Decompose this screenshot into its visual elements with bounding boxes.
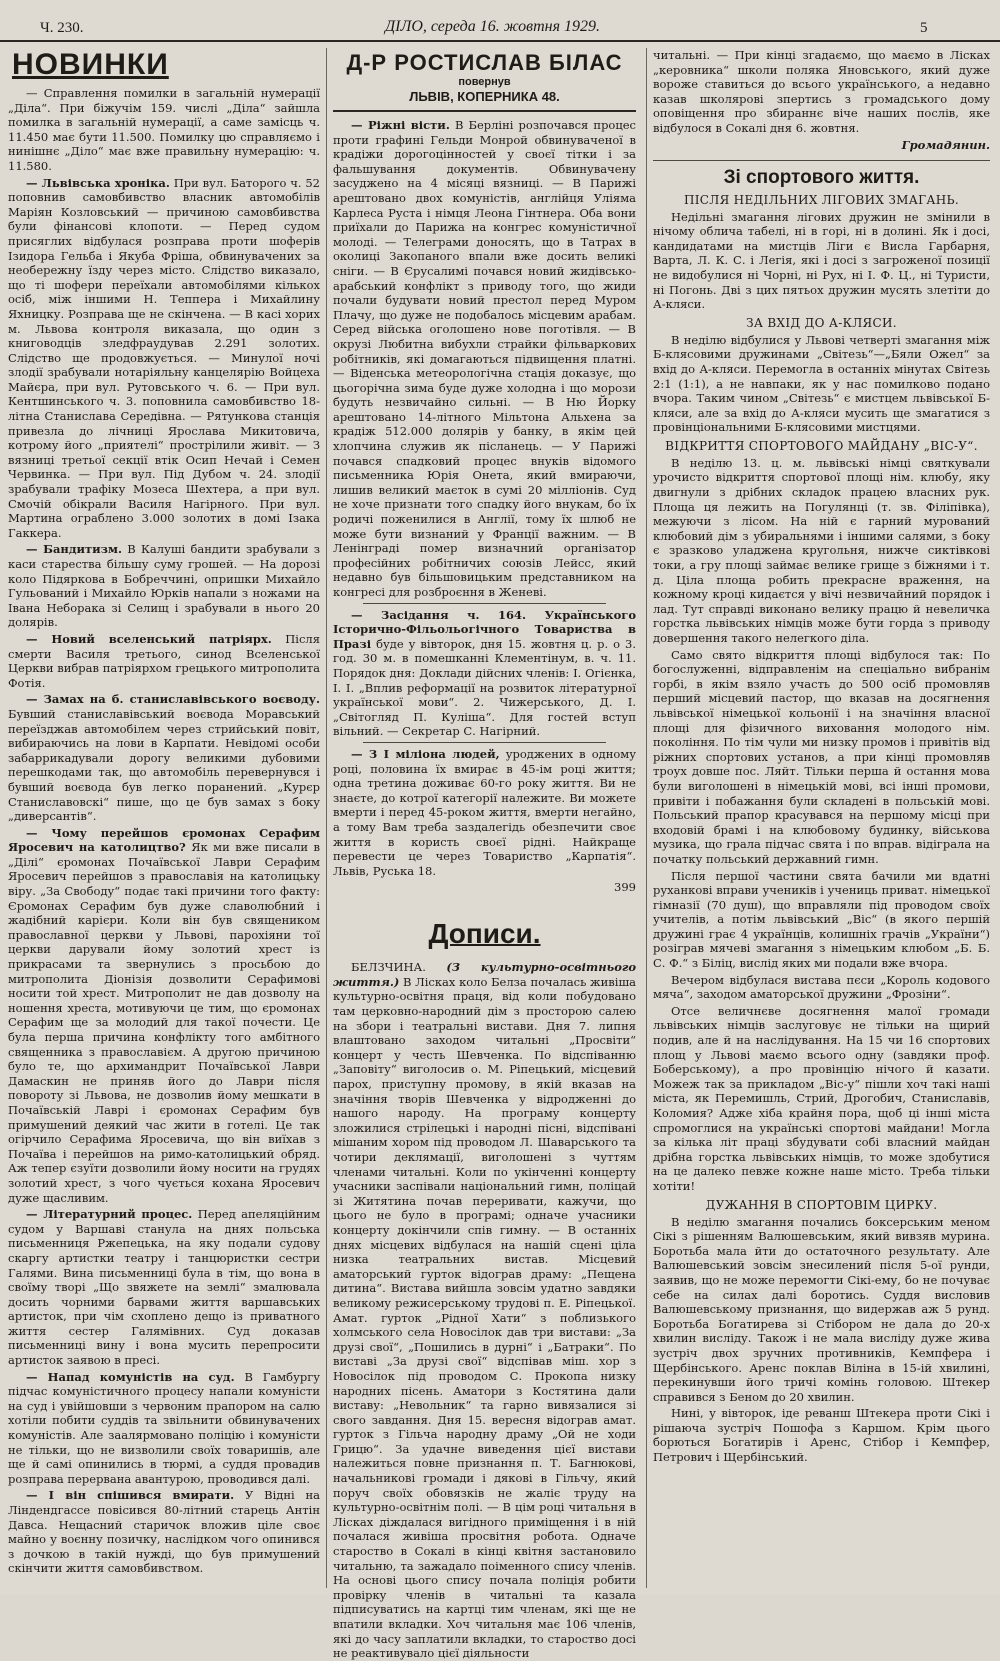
- report-text: БЕЛЗЧИНА. (З культурно-освітнього життя.) В Лісках коло Белза почалась живіша культурно-освітня праця, від коли побудовано там церковно-народний дім з просторою салею на збори і театральні вистави. Дня 7. липня влаштовано заходом читальні „Просвіти“ концерт у честь Шевченка. По відспіванню „Заповіту“ виголосив о. М. Ріпецький, місцевий парох, приступну промову, в якій вказав на значіння творів Шевченка у відродженні до нашого народу. На програму концерту зложилися стрілецькі і народні пісні, відспівані мішаним хором під проводом Л. Шаварського та чотири деклямації, виголошені з чуттям членами читальні. Коли по укінченні концерту учасники заспівали національний гимн, поліцай зі Житятина почав переривати, кажучи, що цього не було в програмі; одначе учасники концерту докінчили спів гимну. — В останніх днях місцевих відбулася на нашій сцені ціла низка театральних вистав. Місцевий аматорський гурток відограв драму: „Пещена дитина“. Вистава вийшла зовсім удатно завдяки великому режисерському трудові п. Е. Ріпецької. Амат. гурток „Рідної Хати“ з поблизького холмського села Новосілок дав три вистави: „За друзі свої“, „Пошились в дурні“ і „Батраки“. По виставі „За друзі свої“ відспівав міш. хор з Новосілок під проводом С. Прокопа низку народних пісень. Аматори з Костятина дали виставу: „Невольник“ та гарно вивязалися зі свого завдання. Дня 15. вересня відограв амат. гурток з Гільча народну драму „Ой не ходи Грицю“. За удачне виведення цієї вистави належиться повне признання п. Т. Багнюкові, начальникові громади і дякові в Гільчу, який поруч своїх обовязків не жаліє труду на культурно-освітнім полі. — В цім році читальня в Лісках діждалася вигідного приміщення і в ній почалася живіша просвітня робота. Одначе староство в Сокалі в кінці квітня застановило читальню, та зажадало поіменного спису членів. На основі цього спису почала поліція робити провірку членів в читальні та казала підписуватись на картці тим членам, які ще не впатили вкладки. Хоч читальня має 106 членів, які до часу заплатили вкладки, то староство досі не реактивувало цієї діяльности: [333, 960, 637, 1661]
- news-item: — Ріжні вісти. В Берліні розпочався процес проти графині Гельди Монрой обвинуваченої в крадіжи дорогоцінностей у своєї тітки і за фальшування документів. Обвинувачену засуджено на 4 місяці вязниці. — В Парижі арештовано двох комуністів, англійця Уліяма Карлеса Руста і німця Леона Гінтнера. Оба вони приїхали до Парижа на конгрес комуністичної молоді. — Телеграми доносять, що в Татрах в околиці Закопаного впали вже досить великі сніги. — В Єрусалимі почався новий жидівсько-арабський конфлікт з приводу того, що жиди почали будувати новий престол перед Муром Плачу, що дуже не подобалось місцевим арабам. Серед війська оголошено нове поготівля. — В окрузі Любитна вибухли страйки фільваркових робітників, які домагаються підвищення платні. — Віденська метеорологічна стація доказує, що цьогорічна зима буде дуже холодна і що морози будуть незвичайно сильні. — В Ню Йорку арештовано 14-літного Мільтона Альхена за крадіж 512.000 долярів у банку, в якім цей хлопчина служив як післанець. — У Парижі почався спадковий процес внуків відомого письменника Юрія Онета, який вмираючи, лишив великий маєток в сумі 20 мілліонів. Суд не хоче признати того спадку його внукам, бо їх родичі поженилися в Англії, тому їх шлюб не може бути визнаний у Франції важним. — В Ленінграді помер визначний організатор професійних робітничих союзів Лейсс, який недавно був більшовицьким представником на конгресі для розброєння в Женеві.: [333, 118, 636, 599]
- news-item: — Бандитизм. В Калуші бандити зрабували з каси старества більшу суму грошей. — На дорозі коло Підяркова в Бобреччині, опришки Михайло Гульований і Михайло Юрків напали з ножами на Івана Неборака зі Селищ і зрабували в нього 20 долярів.: [8, 542, 320, 630]
- column-news: [8, 48, 320, 1588]
- divider: [363, 742, 606, 743]
- article-text: Недільні змагання лігових дружин не змінили в нічому облича табелі, ні в горі, ні в долині. Як і досі, кандидатами на мистців Ліги є Висла Гарбарня, Варта, Л. К. С. і Легія, які і досі з загроженої позиції не видобулися ні Чорні, ні Рух, ні І. Ф. Ц., ні Туристи, ні Погонь. Дві з цих пятьох дружин мусять злетіти до А-кляси.: [653, 209, 990, 312]
- ad-address: ЛЬВІВ, КОПЕРНИКА 48.: [409, 89, 560, 104]
- news-item: — З І міліона людей, уроджених в одному році, половина їх вмирає в 45-ім році життя; однa третина доживає 60-го року життя. Ви не знаєте, до котрої категорії належите. Ви можете вмерти і перед 45-роком життя, вмерти негайно, а тому Вам треба заздалегідь обезпечити своє життя в користь своєї рідні. Найкраще перевести це через Товариство „Карпатія“. Львів, Руська 18.: [333, 746, 636, 878]
- subheading: ПІСЛЯ НЕДІЛЬНИХ ЛІГОВИХ ЗМАГАНЬ.: [683, 192, 960, 207]
- article-text: Отсе величнєве досягнення малої громади львівських німців заслуговує не тільки на щирий подив, але й на наслідування. На 15 чи 16 спортових площ у Львові маємо всього одну (завдяки проф. Боберському), а про провінцію нічого й казати. Можеж так за прикладом „Віс-у“ пішли хоч такі наші міста, як Перемишль, Стрий, Дрогобич, Станиславів, Коломия? Адже хіба крайня пора, щоб ці інші міста спромоглися на українські спортові майдани! Могла за кілька літ праці збудувати собі власний майдан дрібна горстка львівських німців, то може здобутися на це далеко певже кожне наше місто. Треба тільки хотіти!: [653, 1003, 990, 1193]
- ad-code: 399: [614, 880, 636, 895]
- report-signature: Громадянин.: [901, 137, 990, 152]
- article-text: Вечером відбулася вистава пєси „Король кодового мяча“, заходом аматорської дружини „Фрозіни“.: [653, 972, 990, 1002]
- page-number: 5: [920, 20, 928, 36]
- news-item: — Засідання ч. 164. Українського Історично-Фільольогічного Товариства в Празі буде у вівторок, дня 15. жовтня ц. р. о 3. год. 30 м. в помешканні Клементінум, в. ч. 11. Порядок дня: Доклади дійсних членів: І. Огієнка, І. І. „Вплив реформації на розвиток літературної української мови“. 2. Чижерського, Д. І. „Світогляд П. Куліша“. Для гостей вступ вільний. — Секретар С. Нагірний.: [333, 607, 637, 739]
- news-item: — Літературний процес. Перед апеляційним судом у Варшаві станула на днях польська письменниця Ржепецька, на яку подали судову скаргу артистки театру і танцюристки сестри Галями. Вина письменниці була в тім, що вона в своїму творі „Що звяжете на землі“ змалювала досить чорними барвами життя варшавських артисток, при чім схоплено дещо із приватного життя сестер Галямівних. Суд доказав письменниці вину і вона мусить перепросити артисток заявою в пресі.: [8, 1207, 321, 1368]
- news-item: — Напад комуністів на суд. В Гамбургу підчас комуністичного процесу напали комуністи на суд і увійшовши з червоним прапором на салю хотіли побити суддів та звільнити обвинувачених комуністів. Але заалярмовано поліцію і комуністи не тільки, що не визволили своїх товаришів, але ще й самі опинились в тюрмі, а суддя провадив розправа перервана авантурою, проводився далі.: [8, 1369, 321, 1486]
- article-text: В неділю відбулися у Львові четверті змагання між Б-клясовими дружинами „Світезь“—„Бяли Ожел“ за вхід до А-кляси. Перемогла в останніх мінутах Світезь 2:1 (1:1), а не навпаки, як у нас помилково подано вчора. Таким чином „Світезь“ є мистцем львівської Б-кляси, але за вхід до А-кляси мусить ще змагатися з провінціональними Б-клясовими мистцями.: [653, 332, 990, 435]
- news-item: — Новий вселенський патріярх. Після смерти Василя третього, синод Вселенської Церкви вибрав патріярхом грецького митрополита Фотія.: [8, 631, 320, 690]
- ad-doctor-name: Д-Р РОСТИСЛАВ БІЛАС: [346, 50, 623, 75]
- section-heading-news: НОВИНКИ: [12, 48, 169, 81]
- news-item: — Львівська хроніка. При вул. Баторого ч. 52 поповнив самовбивство власник автомобілів Маріян Козловський — причиною самовбивства були фінансові клопоти. — Перед судом присяглих відбулася розправа проти шоферів Ізидора Гельба і Якуба Фріша, обвинувачених за необережну їзду через місто. Слідство виказало, що ті шофери переїхали автомобілями кількох осіб, між іншими Н. Теппера і Михайлину Яхницку. Розправа ще не скінчена. — В касі хорих м. Львова контроля виказала, що один з книговодців зледфраудував 2.291 золотих. Слідство ще продовжується. — Минулої ночі злодії зрабували нотаріяльну канцелярію Войцеха Майєра, при вул. Рутовського ч. 6. — При вул. Кентшинського ч. 3. поповнила самовбивство 18-літна Станислава Середівна. — Рятункова станція привезла до лічниці Ярослава Микитовича, котрому його „приятелі“ прострілили живіт. — З вязниці третьої секції втік Осип Нечай і Семен Червинка. — При вул. Під Дубом ч. 24. злодії зрабували трафіку Мозеса Шехтера, а при вул. Смочій обікрали Василя Нагірного. При вул. Мартина ограблено 3.000 золотих в домі Ізака Гаккера.: [8, 175, 320, 540]
- news-item: — І він спішився вмирати. У Відні на Ліндендгассе повісився 80-літний старець Антін Давса. Нещасний старичок вложив ціле своє майно у воєнну позичку, наслідком чого опинився з дочкою в такій нужді, що був примушений скінчити життя самовбивством.: [8, 1488, 321, 1576]
- subheading: ЗА ВХІД ДО А-КЛЯСИ.: [746, 315, 897, 330]
- report-continuation: читальні. — При кінці згадаємо, що маємо в Лісках „керовника“ школи поляка Яновського, який дуже вороже ставиться до всього українського, а недавно казав школярові зпертись з громадського дому оповіщення про збираннє віче наших послів, яке відбулося в Сокалі дня 6. жовтня.: [653, 48, 990, 135]
- page-header: [0, 0, 1000, 42]
- article-text: Після першої частини свята бачили ми вдатні руханкові вправи учеників і учениць приват. німецької гімназії (70 душ), що вправляли під проводом своїх учителів, а потім львівський „Віс“ (в якого першій дружині грає 4 українців, колишніх грачів „України“) розіграв мячеві змагання з німецьким клюбом „Б. Б. С. Ф.“ з Біліц, вислід яких ми подали вже вчора.: [653, 868, 990, 971]
- article-text: Само свято відкриття площі відбулося так: По богослуженні, відправленім на спеціально вибранім горбі, в якім взяло участь до 500 осіб промовляв перший місцевий пастор, що вказав на досягнення львівської німецької кольонії і на значіння власної площі для фізичного виховання молодого нім. покоління. По тім чули ми низку промов і привітів від ріжних спортових установ, а при кінці промовляв троух довше пос. Ляйт. Тільки перша й остання мова були виголошені в німецькій мові, всі інші промови, привіти і побажання були складені в польській мові. Польський прапор красувався на першому місці при входовій брамі і на клюбовому будинку, військова музика, що грала підчас свята і по вправ. відіграла на початку польський державний гимн.: [653, 647, 990, 866]
- article-text: В неділю змагання почались боксерським меном Сікі з рішенням Валюшевським, який вивзяв мурина. Боротьба мала йти до остаточного результату. Але Валюшевський зовсім знесилений після 5-ої рунди, заявив, що не може перемогти Сікі-ему, бо не почуває себе на силах далі боротись. Суддя висловив Валюшевському признання, що видержав аж 5 рунд. Боротьба Богатирева зі Стібором не дала до 20-х хвилин вислiду. Також і не мала вислiду дуже жива зустріч двох зручних противників, Кемпфера і Щербінського. Аренс поклав Віліна в 15-ій хвилині, перекинувши його тричі комінь головою. Штекер справився з Беном до 20 хвилин.: [653, 1214, 990, 1404]
- news-item: — Замах на б. станиславівського воєводу. Бувший станиславівський воєвода Моравський переїзджав автомобілем через стрийський повіт, вибираючись на лови в Карпати. Невідомі особи забаррикадували дорогу великими дубовими перешкодами так, що автомобіль перевернувся і бувший воєвода був легко поранений. „Курєр Станиславовскі“ пише, що це був замах з боку „диверсантів“.: [8, 692, 320, 824]
- news-item: — Чому перейшов єромонах Серафим Яросевич на католицтво? Як ми вже писали в „Ділі“ єромонах Почаївської Лаври Серафим Яросевич перейшов з православія на католицьку віру. „За Свободу“ подає такі причини того факту: Єромонах Серафим був дуже славолюбний і жадібний карієри. Коли він був священиком православної церкви у Львові, парохіяни тої церкви дарували йому золотий хрест із прикрасами та звернулись з просьбою до митрополита Діонізія дозволити Серафимові носити той хрест. Митрополит не дав дозволу на ношення хреста, мотивуючи це тим, що єромонах Серафим ще за молодий для такої почести. Це була перша причина конфлікту того амбітного священника з православієм. А другою причиною було те, що архимандрит Почаївської Лаври Дамаскин не приняв його до Лаври після повороту зі Львова, не дозволив йому мешкати в Почаївській Лаврі і єромонах Серафим був примушений деякий час жити в готелі. Це так огірчило Серафима Яросевича, що він виїхав з Почаїва і перейшов на римо-католицький обряд. Аж тепер єзуїти дозволили йому носити на грудях золотий хрест, з чого чується кохана Яросевич дуже щасливим.: [8, 825, 321, 1205]
- section-heading-sport: Зі спортового життя.: [653, 160, 990, 189]
- subheading: ВІДКРИТТЯ СПОРТОВОГО МАЙДАНУ „ВІС-У“.: [665, 438, 978, 453]
- ad-returned: повернув: [458, 76, 511, 88]
- section-heading-letters: Дописи.: [428, 918, 541, 950]
- column-sport: [646, 48, 990, 1588]
- issue-number: Ч. 230.: [40, 20, 84, 36]
- masthead-line: ДІЛО, середа 16. жовтня 1929.: [385, 18, 601, 35]
- article-text: Нині, у вівторок, іде реванш Штекера проти Сікі і рішаюча зустріч Пошофа з Каршом. Крім цього борються Богатирів і Аренс, Стібор і Кемпфер, Петрович і Щербінський.: [653, 1406, 990, 1465]
- news-item: — Справлення помилки в загальній нумерації „Діла“. При біжучім 159. числі „Діла“ зайшла помилка в загальній нумерації, а саме замісць ч. 11.450 має бути 11.500. Помилку цю справляємо і нинішнє „Діло“ має вже правильну нумерацію: ч. 11.580.: [8, 86, 320, 173]
- article-text: В неділю 13. ц. м. львівські німці святкували урочисто відкриття спортової площі нім. клюбу, яку двигнули з дрібних складок працею власних рук. Площа ця лежить на Погулянці (т. зв. Філіпівка), межуючи з лісом. На ній є гарний мурований клюбовий дім з убиральнями і іншими салями, з боку є зразково уладжена кругольня, нижче сиктівкові токи, а гру площі займає велике грище з біжнями і т. д. Ціла площа робить прекрасне враження, на кожному кроці кидаєтся у вічі незвичайний порядок і лад. Тут справді виконано велику працю й невеличка горстка львівських німців може бути горда з приводу довершення такого нелегкого діла.: [653, 455, 990, 645]
- doctor-advertisement: [333, 48, 636, 112]
- column-middle: [326, 48, 637, 1661]
- subheading: ДУЖАННЯ В СПОРТОВІМ ЦИРКУ.: [705, 1197, 938, 1212]
- divider: [363, 603, 606, 604]
